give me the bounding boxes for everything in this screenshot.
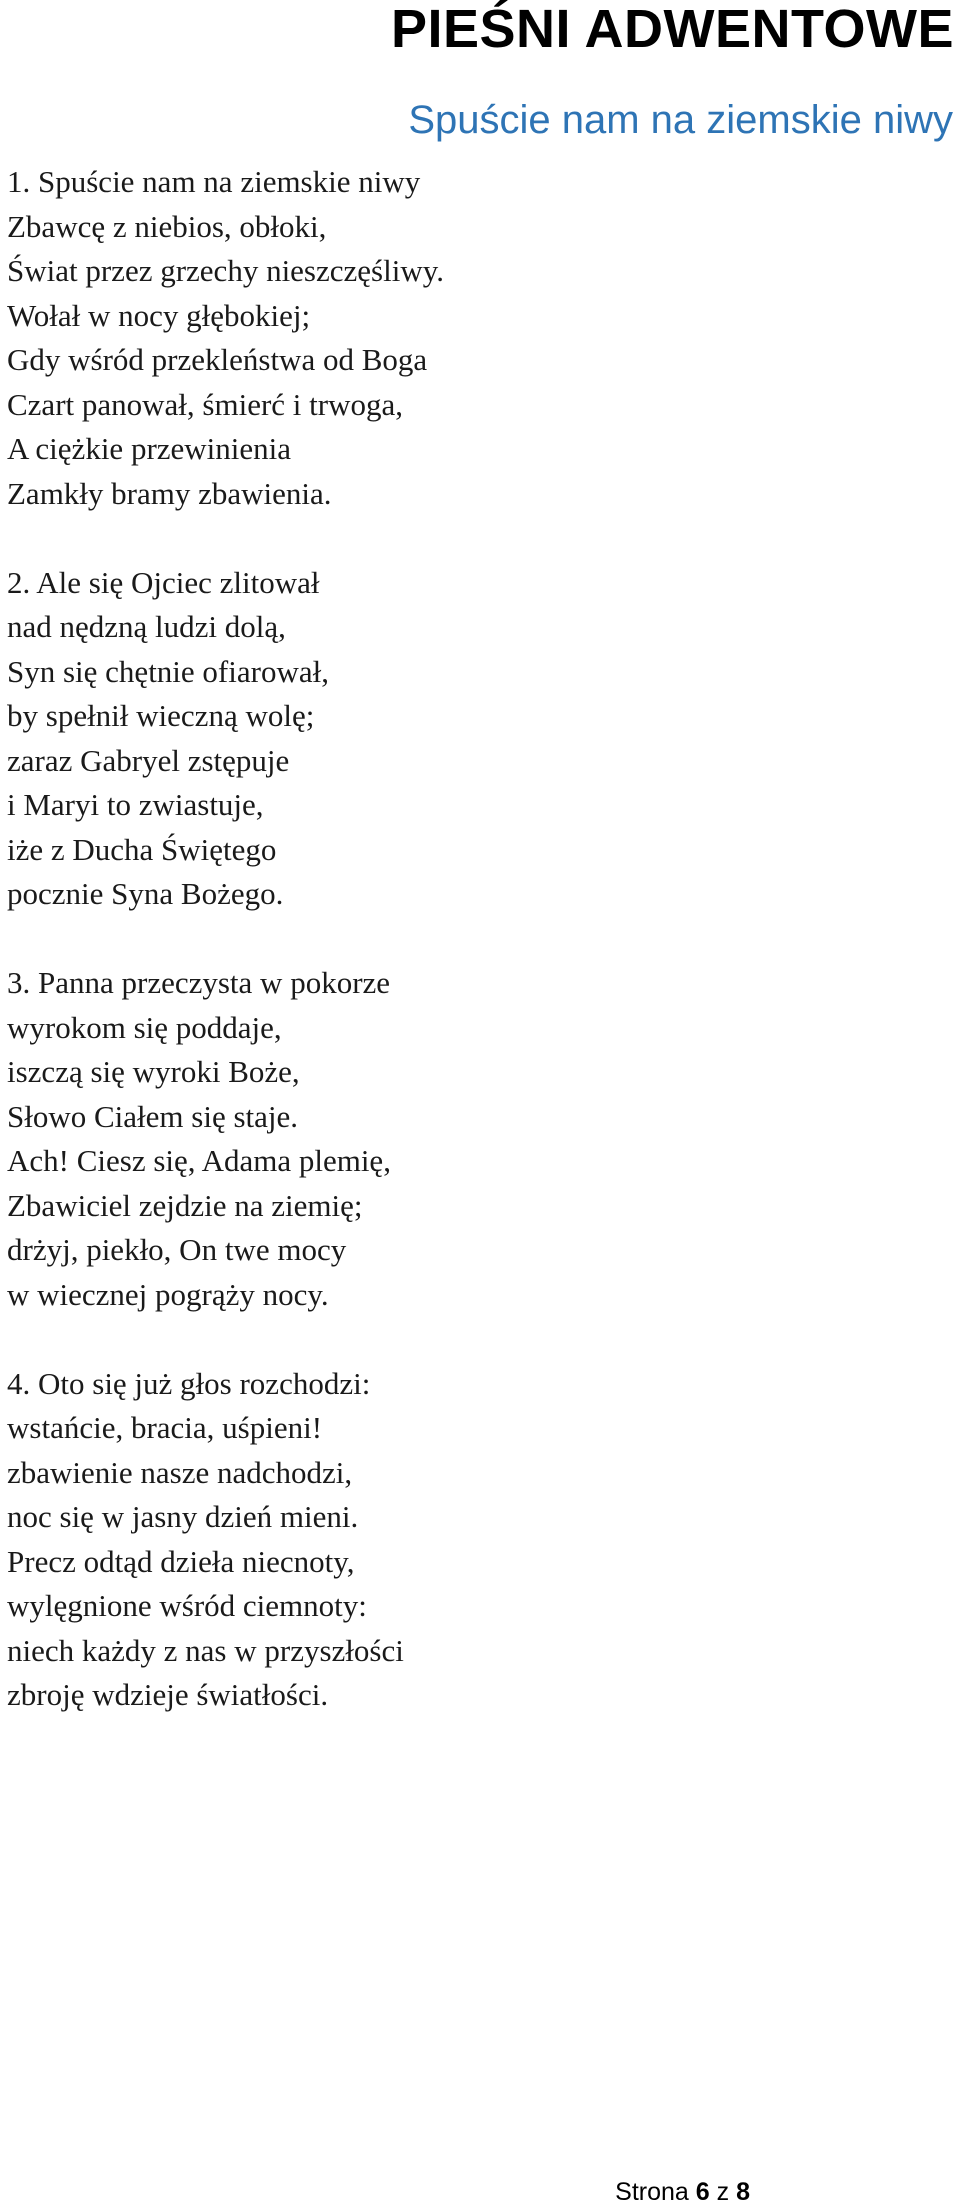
lyric-line: 1. Spuście nam na ziemskie niwy (7, 164, 421, 199)
stanza-4 (7, 1362, 444, 1718)
lyric-line: Słowo Ciałem się staje. (7, 1098, 299, 1134)
lyric-line: Gdy wśród przekleństwa od Boga (7, 342, 428, 377)
page-title: PIEŚNI ADWENTOWE (390, 0, 954, 59)
lyric-line: A ciężkie przewinienia (7, 431, 292, 466)
lyric-line: zbroję wdzieje światłości. (7, 1677, 329, 1712)
lyric-line: wyrokom się poddaje, (7, 1009, 282, 1045)
lyric-line: Zbawiciel zejdzie na ziemię; (7, 1187, 363, 1223)
lyric-line: Zbawcę z niebios, obłoki, (7, 208, 327, 244)
lyric-line: 3. Panna przeczysta w pokorze (7, 965, 391, 1000)
total-page-count: 8 (736, 2178, 750, 2206)
song-title: Spuście nam na ziemskie niwy (408, 98, 953, 142)
lyric-line: niech każdy z nas w przyszłości (7, 1632, 404, 1668)
lyric-line: pocznie Syna Bożego. (7, 876, 284, 911)
lyric-line: noc się w jasny dzień mieni. (7, 1499, 359, 1534)
page-label: Strona (615, 2178, 689, 2206)
stanza-1 (7, 160, 444, 516)
lyric-line: Precz odtąd dzieła niecnoty, (7, 1543, 355, 1579)
lyric-line: 4. Oto się już głos rozchodzi: (7, 1365, 371, 1401)
lyric-line: 2. Ale się Ojciec zlitował (7, 564, 320, 600)
lyric-line: zaraz Gabryel zstępuje (7, 742, 290, 778)
stanza-2 (7, 561, 444, 917)
lyric-line: wstańcie, bracia, uśpieni! (7, 1410, 323, 1445)
lyric-line: w wiecznej pogrąży nocy. (7, 1276, 329, 1312)
lyric-line: Wołał w nocy głębokiej; (7, 297, 311, 333)
lyric-line: nad nędzną ludzi dolą, (7, 609, 286, 644)
lyric-line: i Maryi to zwiastuje, (7, 787, 264, 822)
lyric-line: iże z Ducha Świętego (7, 831, 277, 867)
lyric-line: zbawienie nasze nadchodzi, (7, 1454, 353, 1490)
stanza-3 (7, 961, 444, 1317)
page-number (615, 2178, 750, 2207)
lyric-line: Czart panował, śmierć i trwoga, (7, 386, 403, 422)
lyric-line: iszczą się wyroki Boże, (7, 1054, 300, 1089)
lyric-line: Ach! Ciesz się, Adama plemię, (7, 1143, 391, 1178)
song-lyrics (7, 160, 444, 1762)
lyric-line: by spełnił wieczną wolę; (7, 698, 315, 733)
lyric-line: wylęgnione wśród ciemnoty: (7, 1588, 367, 1623)
lyric-line: Zamkły bramy zbawienia. (7, 475, 332, 511)
lyric-line: Świat przez grzechy nieszczęśliwy. (7, 253, 444, 288)
current-page-number: 6 (695, 2178, 710, 2206)
lyric-line: Syn się chętnie ofiarował, (7, 653, 329, 689)
lyric-line: drżyj, piekło, On twe mocy (7, 1232, 347, 1267)
page-separator: z (716, 2178, 730, 2206)
